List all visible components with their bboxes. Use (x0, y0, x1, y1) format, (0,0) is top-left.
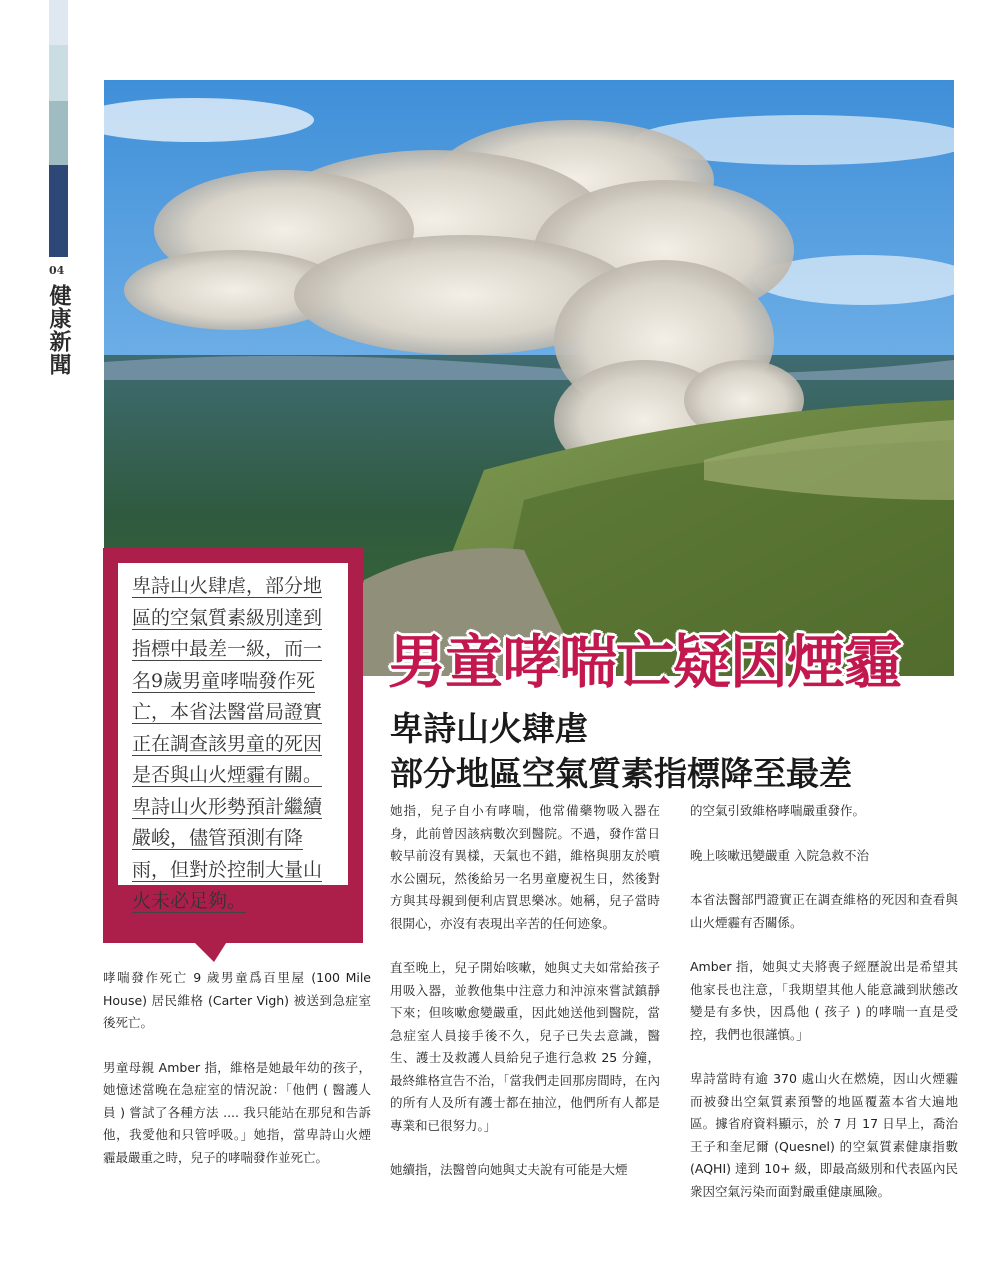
article-column-2 (390, 800, 660, 1204)
callout-line: 卑詩山火肆虐，部分地 (132, 575, 323, 597)
article-column-1 (103, 967, 371, 1191)
callout-line: 嚴峻，儘管預測有降 (132, 827, 304, 849)
paragraph: 的空氣引致維格哮喘嚴重發作。 (690, 803, 866, 818)
paragraph: 哮喘發作死亡 9 歲男童爲百里屋 (100 Mile House) 居民維格 (Carter Vigh) 被送到急症室後死亡。 (103, 970, 371, 1030)
paragraph: 直至晚上，兒子開始咳嗽，她與丈夫如常給孩子用吸入器，並教他集中注意力和沖涼來嘗試鎮靜下來；但咳嗽愈變嚴重，因此她送他到醫院，當急症室人員接手後不久，兒子已失去意識，醫生、護士及救護人員給兒子進行急救 25 分鐘，最終維格宣告不治，「當我們走回那房間時，在內的所有人及所有護士都在抽泣，他們所有人都是專業和已很努力。」 (390, 960, 660, 1133)
color-strip-2 (49, 45, 68, 101)
paragraph: 卑詩當時有逾 370 處山火在燃燒，因山火煙霾而被發出空氣質素預警的地區覆蓋本省大遍地區。據省府資料顯示，於 7 月 17 日早上，喬治王子和奎尼爾 (Quesnel) 的空氣質素健康指數 (AQHI) 達到 10+ 級，即最高級別和代表區內民衆因空氣污染而面對嚴重健康風險。 (690, 1071, 958, 1199)
paragraph: 男童母親 Amber 指，維格是她最年幼的孩子，她憶述當晚在急症室的情況說：「他們 ( 醫護人員 ) 嘗試了各種方法 .... 我只能站在那兒和告訴他，我愛他和只管呼吸。」她指，當卑詩山火煙霾最嚴重之時，兒子的哮喘發作並死亡。 (103, 1059, 371, 1165)
callout-line: 是否與山火煙霾有關。 (132, 764, 323, 786)
callout-line: 卑詩山火形勢預計繼續 (132, 795, 323, 818)
headline: 男童哮喘亡疑因煙霾 (388, 628, 902, 696)
paragraph: 她續指，法醫曾向她與丈夫說有可能是大煙 (390, 1162, 628, 1177)
page-number: 04 (49, 264, 65, 277)
subheadline-1: 卑詩山火肆虐 (390, 709, 588, 748)
summary-callout (103, 548, 363, 943)
sub-heading: 晚上咳嗽迅變嚴重 入院急救不治 (690, 847, 869, 863)
callout-text (132, 571, 336, 918)
callout-line: 正在調查該男童的死因 (132, 732, 323, 755)
callout-body (118, 563, 348, 912)
callout-line: 雨，但對於控制大量山 (132, 858, 323, 881)
callout-tail (192, 940, 228, 962)
article-column-3 (690, 800, 958, 1225)
callout-line: 亡，本省法醫當局證實 (132, 701, 323, 723)
paragraph: Amber 指，她與丈夫將喪子經歷說出是希望其他家長也注意，「我期望其他人能意識到狀態改變是有多快，因爲他 ( 孩子 ) 的哮喘一直是受控，我們也很謹慎。」 (690, 959, 958, 1042)
section-title: 健康新聞 (46, 284, 72, 376)
color-strip-1 (49, 0, 68, 45)
callout-line: 名9歲男童哮喘發作死 (132, 669, 316, 692)
callout-line: 區的空氣質素級別達到 (132, 606, 323, 629)
paragraph: 她指，兒子自小有哮喘，他常備藥物吸入器在身，此前曾因該病數次到醫院。不過，發作當日較早前沒有異樣，天氣也不錯，維格與朋友於噴水公園玩，然後給另一名男童慶祝生日，然後對方與其母親到便利店買思樂冰。她稱，兒子當時很開心，亦沒有表現出辛苦的任何迹象。 (390, 803, 660, 931)
callout-line: 指標中最差一級，而一 (132, 638, 323, 660)
callout-line: 火未必足夠。 (132, 890, 247, 912)
subheadline-2: 部分地區空氣質素指標降至最差 (390, 754, 852, 793)
paragraph: 本省法醫部門證實正在調查維格的死因和查看與山火煙霾有否關係。 (690, 892, 958, 930)
color-strip-4 (49, 165, 68, 257)
color-strip-3 (49, 101, 68, 165)
